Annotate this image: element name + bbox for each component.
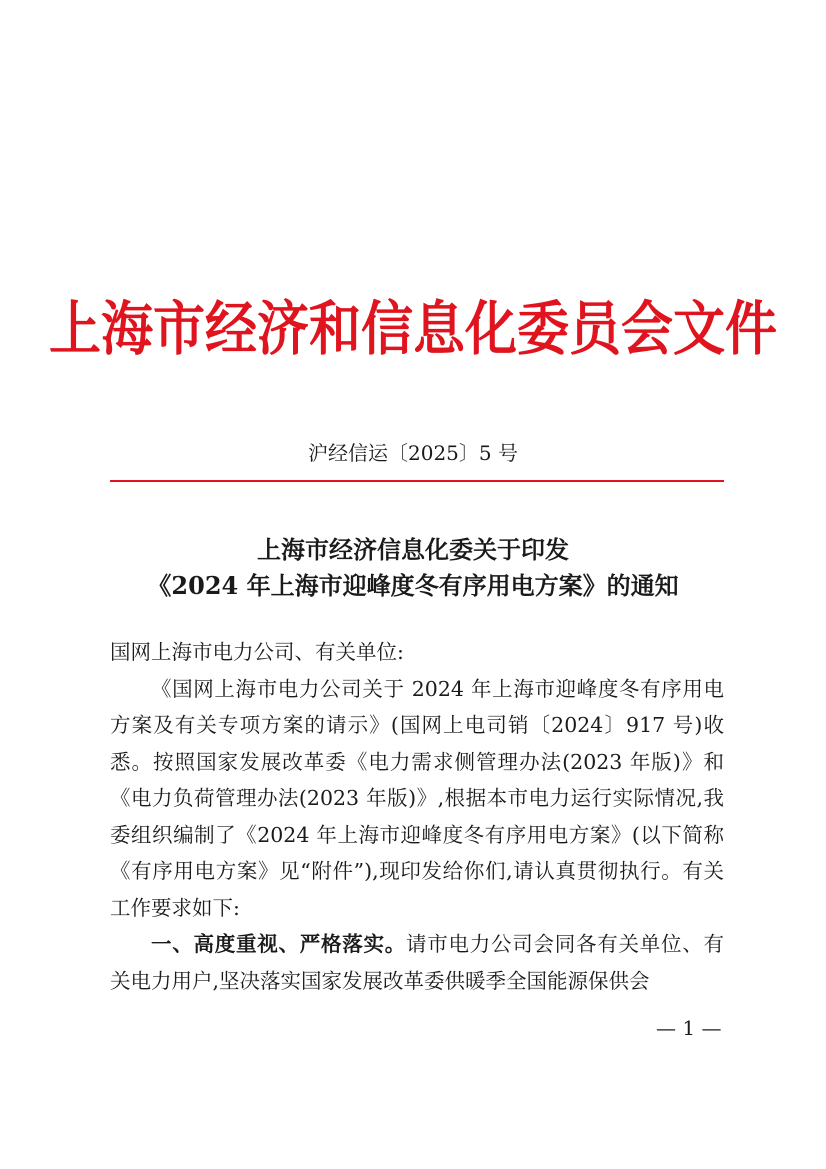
section-1-text: 请市电力公司会同各有关单位、有关电力用户,坚决落实国家发展改革委供暖季全国能源保供会: [110, 932, 724, 993]
notice-title-line-2: 《2024 年上海市迎峰度冬有序用电方案》的通知: [147, 571, 679, 600]
page-number: — 1 —: [656, 1016, 722, 1040]
document-number: 沪经信运〔2025〕5 号: [308, 441, 518, 465]
paragraph-1: 《国网上海市电力公司关于 2024 年上海市迎峰度冬有序用电方案及有关专项方案的请示》(国网上电司销〔2024〕917 号)收悉。按照国家发展改革委《电力需求侧管理办法(2023 年版)》和《电力负荷管理办法(2023 年版)》,根据本市电力运行实际情况,我委组织编制了《2024 年上海市迎峰度冬有序用电方案》(以下简称《有序用电方案》见“附件”),现印发给你们,请认真贯彻执行。有关工作要求如下:: [110, 676, 724, 920]
salutation: 国网上海市电力公司、有关单位:: [110, 640, 404, 664]
notice-title-line-1: 上海市经济信息化委关于印发: [257, 535, 569, 564]
red-separator-line: [110, 480, 724, 482]
document-body: [110, 634, 724, 999]
section-1-paragraph: [110, 926, 724, 999]
document-masthead: 上海市经济和信息化委员会文件: [48, 295, 777, 364]
section-1-heading: 一、高度重视、严格落实。: [151, 932, 406, 956]
